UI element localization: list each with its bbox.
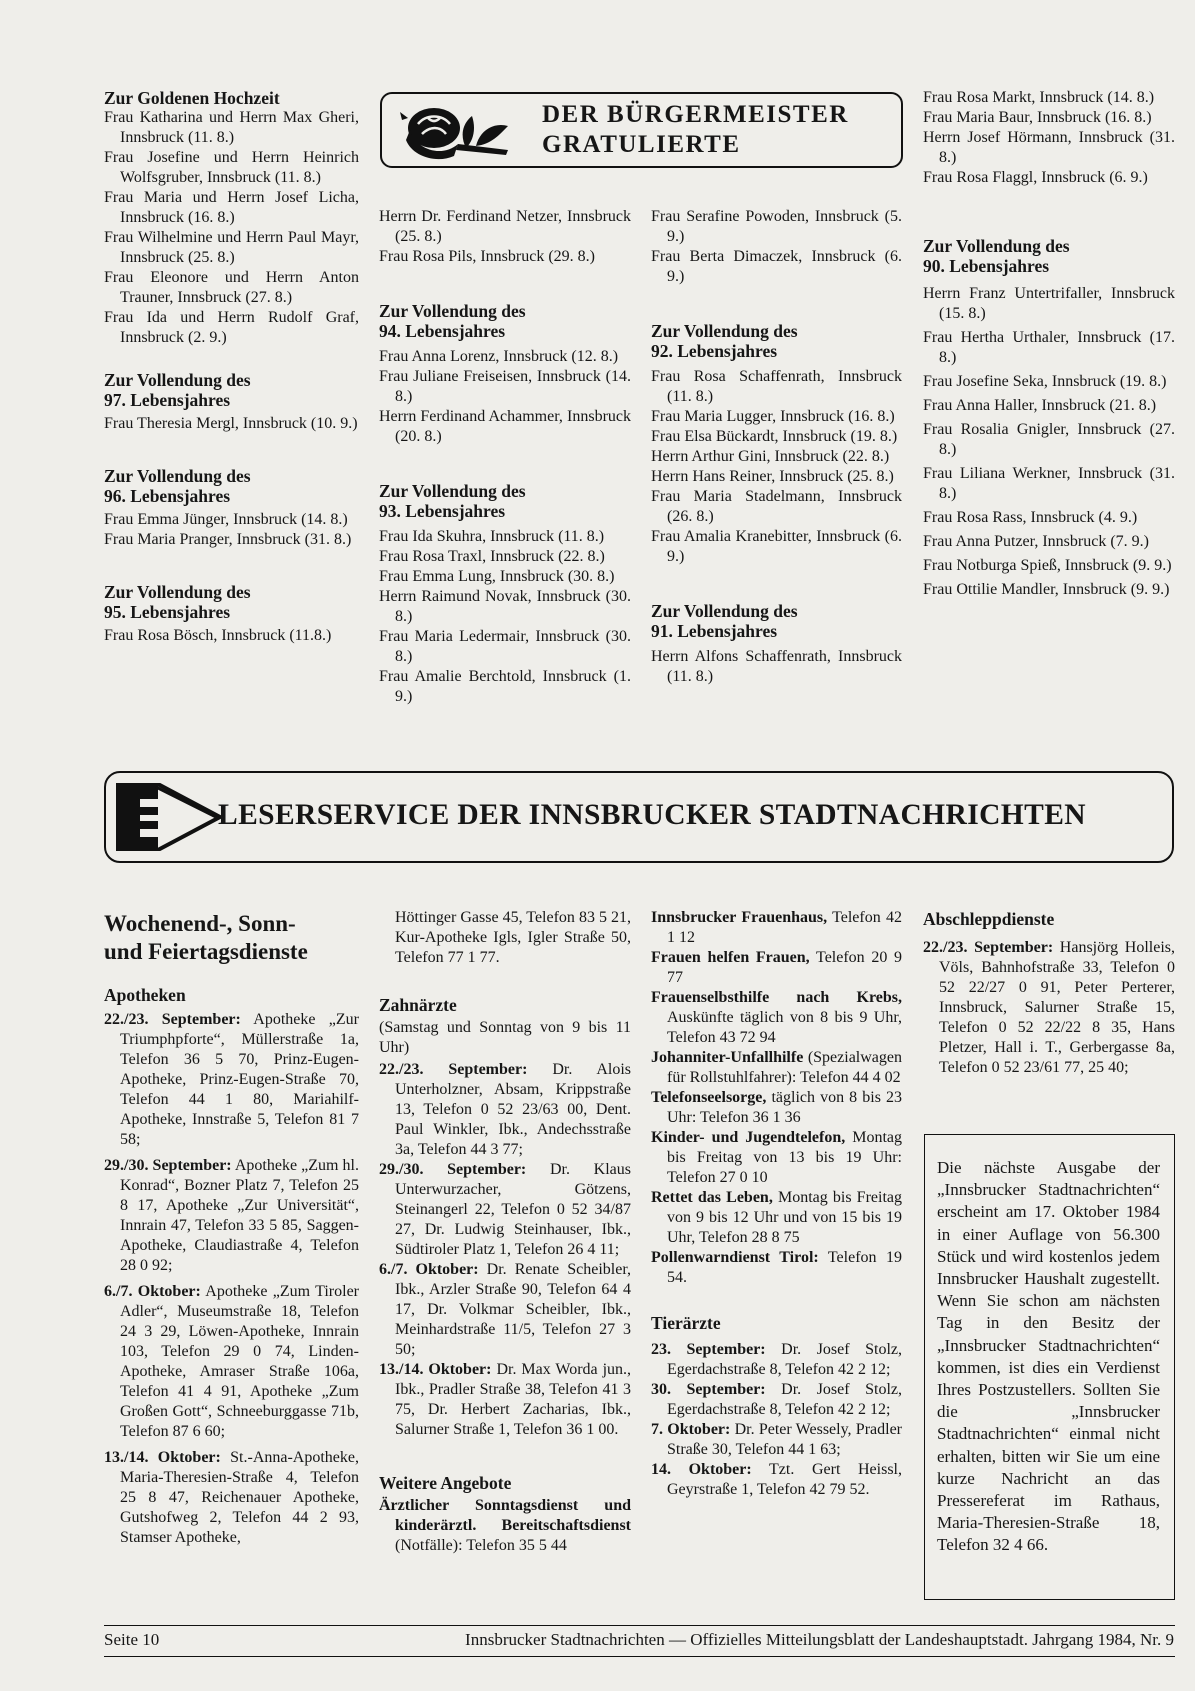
service-entry-date: Telefonseelsorge,	[651, 1089, 767, 1106]
apotheken-cont: Höttinger Gasse 45, Telefon 83 5 21, Kur-Apotheke Igls, Igler Straße 50, Telefon 77 1 77.	[395, 909, 631, 966]
leserservice-title: LESERSERVICE DER INNSBRUCKER STADTNACHRICHTEN	[218, 799, 1086, 831]
list-item: Frau Emma Lung, Innsbruck (30. 8.)	[379, 568, 615, 585]
service-entry-date: 22./23. September:	[379, 1061, 528, 1078]
golden-list	[104, 108, 359, 348]
service-entry	[651, 1088, 902, 1128]
section-heading-97-b: 97. Lebensjahres	[104, 390, 231, 410]
list-item: Frau Rosa Rass, Innsbruck (4. 9.)	[923, 509, 1138, 526]
service-entry-text: Hansjörg Holleis, Völs, Bahnhofstraße 33, Telefon 0 52 22/27 0 91, Peter Perterer, Innsbruck, Salurner Straße 15, Telefon 0 52 22/22 8 35, Hans Pletzer, Hall i. T., Gerbergasse 8a, Telefon 0 52 23/61 77, 25 40;	[939, 939, 1175, 1076]
arrow-logo-icon	[116, 783, 228, 851]
service-entry-date: Frauenselbsthilfe nach Krebs,	[651, 989, 902, 1006]
section-heading-91-a: Zur Vollendung des	[651, 601, 798, 621]
list-item: Herrn Hans Reiner, Innsbruck (25. 8.)	[651, 468, 894, 485]
list-item: Frau Serafine Powoden, Innsbruck (5. 9.)	[651, 208, 902, 245]
service-entry	[651, 1048, 902, 1088]
list-item: Frau Maria und Herrn Josef Licha, Innsbruck (16. 8.)	[104, 189, 359, 226]
service-entry	[379, 1360, 631, 1440]
section-heading-93-a: Zur Vollendung des	[379, 481, 526, 501]
service-entry	[104, 1282, 359, 1442]
footer-rule-top	[104, 1625, 1175, 1626]
list-item: Frau Hertha Urthaler, Innsbruck (17. 8.)	[923, 329, 1175, 366]
service-column-3	[651, 908, 902, 1500]
service-entry	[651, 1128, 902, 1188]
section-heading-94-a: Zur Vollendung des	[379, 301, 526, 321]
service-entry-text: Dr. Josef Stolz, Egerdachstraße 8, Telefon 42 2 12;	[667, 1341, 902, 1378]
service-entry-date: 6./7. Oktober:	[104, 1283, 201, 1300]
section-heading-96-a: Zur Vollendung des	[104, 466, 251, 486]
service-entry-date: Rettet das Leben,	[651, 1189, 773, 1206]
service-entry-text: (Spezialwagen für Rollstuhlfahrer): Telefon 44 4 02	[667, 1049, 902, 1086]
service-entry	[651, 988, 902, 1048]
service-entry-text: Telefon 42 1 12	[667, 909, 902, 946]
list-item: Frau Ida Skuhra, Innsbruck (11. 8.)	[379, 528, 605, 545]
list-item: Frau Eleonore und Herrn Anton Trauner, Innsbruck (27. 8.)	[104, 269, 359, 306]
service-entry-date: Innsbrucker Frauenhaus,	[651, 909, 828, 926]
list-item: Herrn Dr. Ferdinand Netzer, Innsbruck (25. 8.)	[379, 208, 631, 245]
list-item: Frau Ida und Herrn Rudolf Graf, Innsbruck (2. 9.)	[104, 309, 359, 346]
abschlepp-heading: Abschleppdienste	[923, 909, 1055, 929]
list-item: Herrn Josef Hörmann, Innsbruck (31. 8.)	[923, 129, 1175, 166]
list-item: Frau Rosa Pils, Innsbruck (29. 8.)	[379, 248, 595, 265]
list-item: Frau Anna Putzer, Innsbruck (7. 9.)	[923, 533, 1149, 550]
column-1	[104, 88, 359, 646]
list-item: Frau Rosa Bösch, Innsbruck (11.8.)	[104, 627, 332, 644]
service-entry-text: Dr. Peter Wessely, Pradler Straße 30, Telefon 44 1 63;	[667, 1421, 903, 1458]
service-entry	[104, 1010, 359, 1150]
column-3	[651, 207, 902, 687]
service-entry-text: Montag bis Freitag von 13 bis 19 Uhr: Telefon 27 0 10	[667, 1129, 902, 1186]
list-90	[923, 284, 1175, 600]
mayor-banner-title-2: GRATULIERTE	[542, 131, 741, 158]
service-entry	[651, 1188, 902, 1248]
tieraerzte-list	[651, 1340, 902, 1500]
mayor-banner-title-1: DER BÜRGERMEISTER	[542, 101, 849, 128]
service-entry-date: Kinder- und Jugendtelefon,	[651, 1129, 846, 1146]
service-entry-text: Dr. Renate Scheibler, Ibk., Arzler Straße 90, Telefon 64 4 17, Dr. Volkmar Scheibler, Ibk., Meinhardstraße 11/5, Telefon 27 3 50;	[395, 1261, 631, 1358]
list-item: Frau Anna Haller, Innsbruck (21. 8.)	[923, 397, 1157, 414]
service-entry-text: Dr. Alois Unterholzner, Absam, Krippstraße 13, Telefon 0 52 23/63 00, Dent. Paul Winkler, Ibk., Andechsstraße 3a, Telefon 44 3 77;	[395, 1061, 631, 1158]
list-item: Frau Anna Lorenz, Innsbruck (12. 8.)	[379, 348, 619, 365]
apotheken-list	[104, 1010, 359, 1548]
service-entry-text: Auskünfte täglich von 8 bis 9 Uhr, Telefon 43 72 94	[667, 1009, 902, 1046]
list-item: Frau Maria Stadelmann, Innsbruck (26. 8.)	[651, 488, 902, 525]
list-94	[379, 347, 631, 447]
list-93	[379, 527, 631, 707]
zahnaerzte-intro: (Samstag und Sonntag von 9 bis 11 Uhr)	[379, 1019, 631, 1056]
section-heading-92-a: Zur Vollendung des	[651, 321, 798, 341]
service-entry-text: Tzt. Gert Heissl, Geyrstraße 1, Telefon 42 79 52.	[667, 1461, 902, 1498]
list-item: Frau Amalia Kranebitter, Innsbruck (6. 9.)	[651, 528, 902, 565]
list-item: Herrn Arthur Gini, Innsbruck (22. 8.)	[651, 448, 890, 465]
service-entry-date: 14. Oktober:	[651, 1461, 752, 1478]
service-entry	[379, 1260, 631, 1360]
list-col4-cont	[923, 88, 1175, 188]
service-entry-text: Apotheke „Zum hl. Konrad“, Bozner Platz 7, Telefon 25 8 17, Apotheke „Zur Universität“, Innrain 47, Telefon 33 5 85, Saggen-Apotheke, Claudiastraße 4, Telefon 28 0 92;	[120, 1157, 359, 1274]
service-entry-date: 23. September:	[651, 1341, 766, 1358]
service-entry	[104, 1156, 359, 1276]
service-entry-text: Montag bis Freitag von 9 bis 12 Uhr und von 15 bis 19 Uhr, Telefon 28 8 75	[667, 1189, 903, 1246]
list-item: Frau Josefine und Herrn Heinrich Wolfsgruber, Innsbruck (11. 8.)	[104, 149, 359, 186]
section-heading-97-a: Zur Vollendung des	[104, 370, 251, 390]
list-92	[651, 367, 902, 567]
leserservice-banner	[104, 771, 1174, 863]
section-heading-90-b: 90. Lebensjahres	[923, 256, 1050, 276]
zahnaerzte-heading: Zahnärzte	[379, 995, 457, 1015]
column-2	[379, 207, 631, 707]
list-item: Frau Katharina und Herrn Max Gheri, Innsbruck (11. 8.)	[104, 109, 359, 146]
list-item: Frau Notburga Spieß, Innsbruck (9. 9.)	[923, 557, 1172, 574]
list-item: Frau Ottilie Mandler, Innsbruck (9. 9.)	[923, 581, 1170, 598]
column-4	[923, 88, 1175, 600]
tieraerzte-heading: Tierärzte	[651, 1313, 721, 1333]
service-entry-date: 13./14. Oktober:	[379, 1361, 492, 1378]
service-entry-text: täglich von 8 bis 23 Uhr: Telefon 36 1 36	[667, 1089, 902, 1126]
notice-box	[924, 1134, 1175, 1600]
list-item: Frau Maria Lugger, Innsbruck (16. 8.)	[651, 408, 895, 425]
service-entry	[651, 948, 902, 988]
service-entry	[651, 1460, 902, 1500]
list-item: Herrn Raimund Novak, Innsbruck (30. 8.)	[379, 588, 631, 625]
service-entry-date: 22./23. September:	[104, 1011, 241, 1028]
service-entry	[651, 1340, 902, 1380]
list-item: Frau Rosa Flaggl, Innsbruck (6. 9.)	[923, 169, 1148, 186]
section-heading-93-b: 93. Lebensjahres	[379, 501, 506, 521]
service-entry	[651, 1248, 902, 1288]
service-entry	[379, 1060, 631, 1160]
list-item: Frau Liliana Werkner, Innsbruck (31. 8.)	[923, 465, 1175, 502]
list-item: Frau Berta Dimaczek, Innsbruck (6. 9.)	[651, 248, 902, 285]
service-entry-date: 6./7. Oktober:	[379, 1261, 479, 1278]
service-entry-text: Apotheke „Zum Tiroler Adler“, Museumstraße 18, Telefon 24 3 29, Löwen-Apotheke, Innrain 103, Telefon 29 0 74, Linden-Apotheke, Amraser Straße 106a, Telefon 41 4 91, Apotheke „Zum Großen Gott“, Schneeburggasse 71b, Telefon 87 6 60;	[120, 1283, 359, 1440]
footer-page: Seite 10	[104, 1630, 160, 1649]
list-96	[104, 510, 359, 550]
service-column-1	[104, 910, 359, 1548]
list-item: Frau Rosa Schaffenrath, Innsbruck (11. 8.)	[651, 368, 902, 405]
list-item: Frau Maria Baur, Innsbruck (16. 8.)	[923, 109, 1152, 126]
service-entry-text: Telefon 20 9 77	[667, 949, 902, 986]
service-entry-text: St.-Anna-Apotheke, Maria-Theresien-Straße 4, Telefon 25 8 47, Reichenauer Apotheke, Gutshofweg 2, Telefon 44 2 93, Stamser Apotheke,	[120, 1449, 359, 1546]
list-item: Herrn Franz Untertrifaller, Innsbruck (15. 8.)	[923, 285, 1175, 322]
section-heading-94-b: 94. Lebensjahres	[379, 321, 506, 341]
service-entry	[923, 938, 1175, 1078]
list-item: Frau Rosa Traxl, Innsbruck (22. 8.)	[379, 548, 605, 565]
services-title-1: Wochenend-, Sonn-	[104, 911, 296, 936]
list-item: Frau Elsa Bückardt, Innsbruck (19. 8.)	[651, 428, 898, 445]
section-heading-95-b: 95. Lebensjahres	[104, 602, 231, 622]
list-col3-cont	[651, 207, 902, 287]
service-column-2	[379, 908, 631, 1556]
service-entry-date: 13./14. Oktober:	[104, 1449, 221, 1466]
list-item: Frau Maria Ledermair, Innsbruck (30. 8.)	[379, 628, 631, 665]
list-item: Frau Josefine Seka, Innsbruck (19. 8.)	[923, 373, 1167, 390]
weitere-list	[379, 1496, 631, 1556]
service-entry	[651, 908, 902, 948]
section-heading-90-a: Zur Vollendung des	[923, 236, 1070, 256]
abschlepp-list	[923, 938, 1175, 1078]
mayor-banner	[380, 92, 903, 168]
service-entry-date: 7. Oktober:	[651, 1421, 731, 1438]
service-entry-date: 29./30. September:	[104, 1157, 232, 1174]
service-entry	[379, 1496, 631, 1556]
service-entry	[651, 1420, 902, 1460]
list-item: Frau Rosalia Gnigler, Innsbruck (27. 8.)	[923, 421, 1175, 458]
list-95	[104, 626, 359, 646]
apotheken-heading: Apotheken	[104, 985, 186, 1005]
list-item: Herrn Alfons Schaffenrath, Innsbruck (11. 8.)	[651, 648, 902, 685]
service-entry-date: Pollenwarndienst Tirol:	[651, 1249, 819, 1266]
footer-rule-bottom	[104, 1656, 1175, 1657]
service-entry-text: Dr. Max Worda jun., Ibk., Pradler Straße 38, Telefon 41 3 75, Dr. Herbert Zacharias, Ibk., Salurner Straße 1, Telefon 36 1 00.	[395, 1361, 632, 1438]
list-col2-cont	[379, 207, 631, 267]
service-entry-text: Apotheke „Zur Triumphpforte“, Müllerstraße 1a, Telefon 36 5 70, Prinz-Eugen-Apotheke, Prinz-Eugen-Straße 70, Telefon 44 1 80, Mariahilf-Apotheke, Innstraße 5, Telefon 81 7 58;	[120, 1011, 359, 1148]
service-column-4	[923, 908, 1175, 1078]
footer-masthead: Innsbrucker Stadtnachrichten — Offizielles Mitteilungsblatt der Landeshauptstadt. Jahrgang 1984, Nr. 9	[465, 1630, 1174, 1649]
list-item: Frau Juliane Freiseisen, Innsbruck (14. 8.)	[379, 368, 631, 405]
list-item: Frau Wilhelmine und Herrn Paul Mayr, Innsbruck (25. 8.)	[104, 229, 359, 266]
section-heading-95-a: Zur Vollendung des	[104, 582, 251, 602]
zahnaerzte-list	[379, 1060, 631, 1440]
weitere-cont-list	[651, 908, 902, 1288]
list-item: Frau Emma Jünger, Innsbruck (14. 8.)	[104, 511, 348, 528]
services-title-2: und Feiertagsdienste	[104, 939, 308, 964]
service-entry-date: Johanniter-Unfallhilfe	[651, 1049, 804, 1066]
list-97	[104, 414, 359, 434]
rose-emblem-icon	[396, 100, 516, 162]
section-heading-golden: Zur Goldenen Hochzeit	[104, 88, 280, 108]
weitere-heading: Weitere Angebote	[379, 1473, 512, 1493]
service-entry-date: Frauen helfen Frauen,	[651, 949, 810, 966]
notice-text: Die nächste Ausgabe der „Innsbrucker Stadtnachrichten“ erscheint am 17. Oktober 1984 in einer Auflage von 56.300 Stück und wird kostenlos jedem Innsbrucker Haushalt zugestellt. Wenn Sie schon am nächsten Tag in den Besitz der „Innsbrucker Stadtnachrichten“ kommen, ist dies ein Verdienst Ihres Postzustellers. Sollten Sie die „Innsbrucker Stadtnachrichten“ einmal nicht erhalten, bitten wir Sie um eine kurze Nachricht an das Pressereferat im Rathaus, Maria-Theresien-Straße 18, Telefon 32 4 66.	[937, 1158, 1160, 1555]
service-entry-date: Ärztlicher Sonntagsdienst und kinderärztl. Bereitschaftsdienst	[379, 1497, 631, 1534]
service-entry-date: 30. September:	[651, 1381, 766, 1398]
list-item: Frau Amalie Berchtold, Innsbruck (1. 9.)	[379, 668, 631, 705]
service-entry	[379, 1160, 631, 1260]
service-entry-text: Telefon 19 54.	[667, 1249, 902, 1286]
service-entry-date: 22./23. September:	[923, 939, 1054, 956]
list-item: Frau Maria Pranger, Innsbruck (31. 8.)	[104, 531, 352, 548]
service-entry	[651, 1380, 902, 1420]
list-item: Frau Rosa Markt, Innsbruck (14. 8.)	[923, 89, 1155, 106]
section-heading-92-b: 92. Lebensjahres	[651, 341, 778, 361]
service-entry-date: 29./30. September:	[379, 1161, 527, 1178]
list-91	[651, 647, 902, 687]
list-item: Frau Theresia Mergl, Innsbruck (10. 9.)	[104, 415, 358, 432]
service-entry-text: Dr. Josef Stolz, Egerdachstraße 8, Telefon 42 2 12;	[667, 1381, 902, 1418]
section-heading-96-b: 96. Lebensjahres	[104, 486, 231, 506]
service-entry	[104, 1448, 359, 1548]
list-item: Herrn Ferdinand Achammer, Innsbruck (20. 8.)	[379, 408, 631, 445]
section-heading-91-b: 91. Lebensjahres	[651, 621, 778, 641]
service-entry-text: (Notfälle): Telefon 35 5 44	[395, 1537, 567, 1554]
service-entry-text: Dr. Klaus Unterwurzacher, Götzens, Steinangerl 22, Telefon 0 52 34/87 27, Dr. Ludwig Steinhauser, Ibk., Südtiroler Platz 1, Telefon 26 4 11;	[395, 1161, 632, 1258]
